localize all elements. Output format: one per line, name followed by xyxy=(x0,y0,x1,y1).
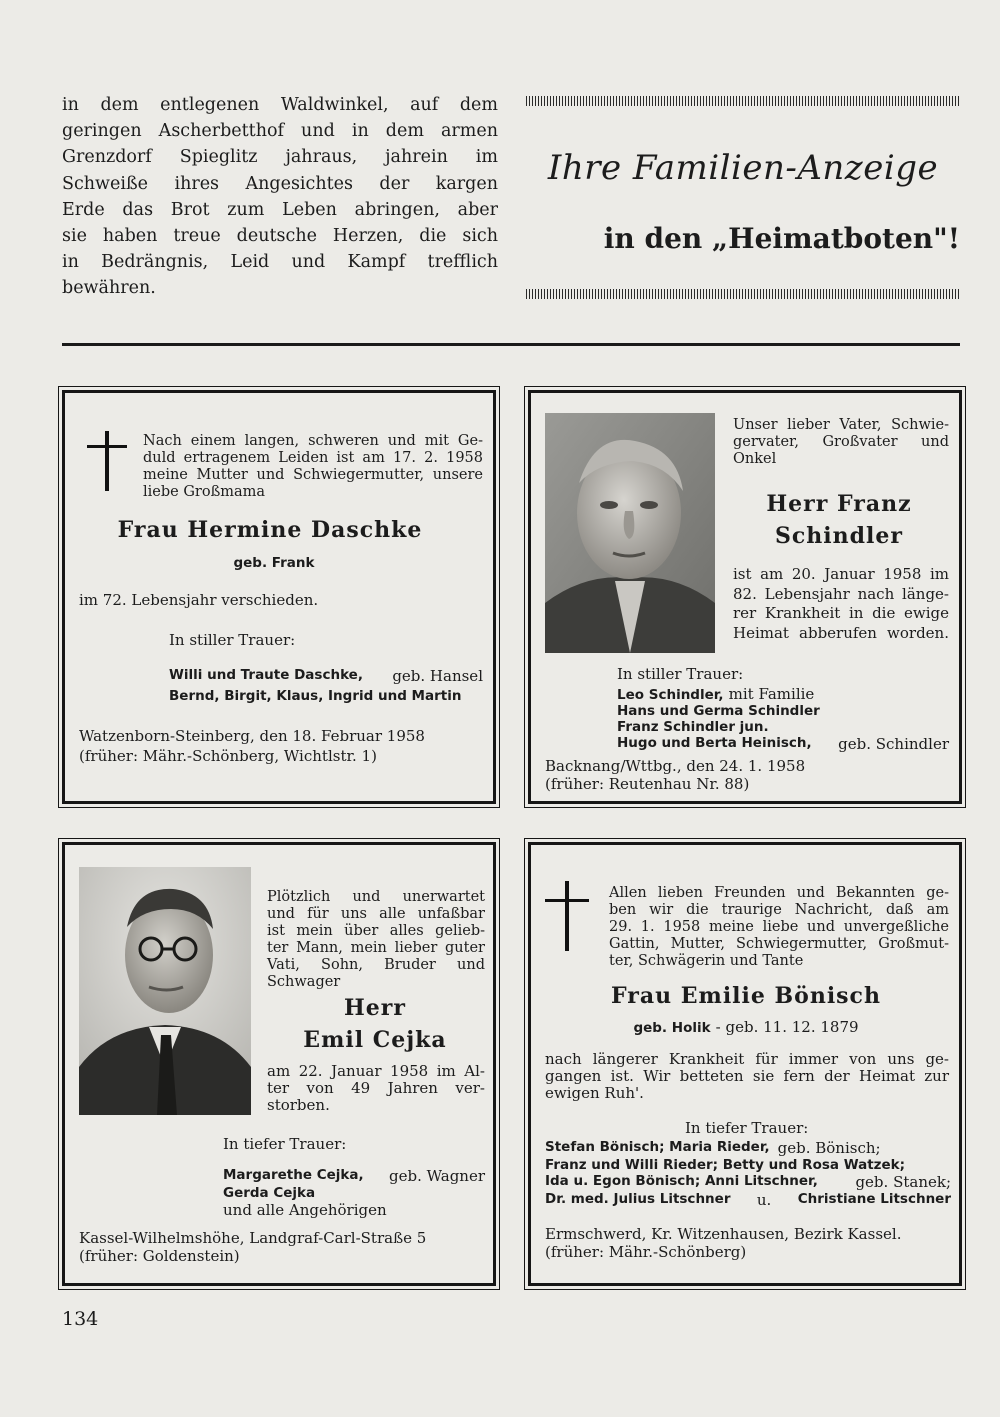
mourner: und alle Angehörigen xyxy=(223,1201,387,1219)
former-address: (früher: Mähr.-Schönberg, Wichtlstr. 1) xyxy=(79,747,377,765)
intro-line: bewähren. xyxy=(62,278,156,299)
deceased-surname: Schindler xyxy=(775,523,903,549)
former-address: (früher: Mähr.-Schönberg) xyxy=(545,1243,747,1261)
text-line: gangen ist. Wir betteten sie fern der Heimat zur xyxy=(545,1067,949,1085)
mourner-note: geb. Schindler xyxy=(838,735,949,753)
text-line: storben. xyxy=(267,1096,330,1114)
text-line: am 22. Januar 1958 im Al- xyxy=(267,1062,485,1080)
text-line: ter, Schwägerin und Tante xyxy=(609,953,804,969)
ad-hatch-top xyxy=(526,96,960,106)
text-line: 82. Lebensjahr nach länge- xyxy=(733,584,949,603)
daschke-intro xyxy=(143,433,483,501)
former-address: (früher: Reutenhau Nr. 88) xyxy=(545,775,750,793)
deceased-title: Herr xyxy=(344,995,406,1021)
page-number: 134 xyxy=(62,1308,99,1330)
text-line: nach längerer Krankheit für immer von uns ge- xyxy=(545,1050,949,1068)
intro-line: in dem entlegenen Waldwinkel, auf dem xyxy=(62,95,498,115)
mourner: Bernd, Birgit, Klaus, Ingrid und Martin xyxy=(169,688,462,704)
intro-paragraph xyxy=(62,92,498,302)
deceased-name: Frau Hermine Daschke xyxy=(117,517,423,543)
mourner-note: geb. Stanek; xyxy=(855,1173,951,1191)
intro-line: in Bedrängnis, Leid und Kampf trefflich xyxy=(62,252,498,273)
mourner: Leo Schindler, xyxy=(617,687,724,703)
age-line: im 72. Lebensjahr verschieden. xyxy=(79,591,319,609)
text-line: meine Mutter und Schwiegermutter, unsere xyxy=(143,467,483,483)
text-line: ist mein über alles gelieb- xyxy=(267,923,485,939)
text-line: gervater, Großvater und xyxy=(733,434,949,450)
intro-line: Erde das Brot zum Leben abringen, aber xyxy=(62,199,498,220)
text-line: Gattin, Mutter, Schwiegermutter, Großmut- xyxy=(609,936,949,952)
portrait-photo-icon xyxy=(79,867,251,1115)
birth-name: geb. Frank xyxy=(233,555,315,571)
mourning-heading: In tiefer Trauer: xyxy=(223,1135,347,1153)
intro-line: sie haben treue deutsche Herzen, die sich xyxy=(62,226,498,247)
intro-line: Schweiße ihres Angesichtes der kargen xyxy=(62,173,498,194)
place-date: Watzenborn-Steinberg, den 18. Februar 1958 xyxy=(79,727,425,745)
deceased-name: Frau Emilie Bönisch xyxy=(611,983,881,1009)
boenisch-intro xyxy=(609,885,949,970)
mourner: Christiane Litschner xyxy=(797,1191,951,1207)
obituary-cejka xyxy=(62,842,496,1286)
text-line: und für uns alle unfaßbar xyxy=(267,906,485,922)
portrait-cejka xyxy=(79,867,251,1115)
portrait-photo-icon xyxy=(545,413,715,653)
mourner-note: geb. Wagner xyxy=(389,1167,485,1185)
birth-date: - geb. 11. 12. 1879 xyxy=(715,1018,859,1036)
obituary-boenisch xyxy=(528,842,962,1286)
mourner-note: geb. Hansel xyxy=(392,667,483,685)
text-line: 29. 1. 1958 meine liebe und unvergeßliche xyxy=(609,919,949,935)
mourner: Willi und Traute Daschke, xyxy=(169,667,363,683)
intro-line: Grenzdorf Spieglitz jahraus, jahrein im xyxy=(62,147,498,168)
ad-main-heading: in den „Heimatboten"! xyxy=(603,222,960,255)
mourner: Hans und Germa Schindler xyxy=(617,703,820,719)
mourner: Gerda Cejka xyxy=(223,1185,316,1201)
place: Ermschwerd, Kr. Witzenhausen, Bezirk Kassel. xyxy=(545,1225,902,1243)
cross-icon xyxy=(87,431,127,491)
text-line: ist am 20. Januar 1958 im xyxy=(733,565,949,583)
text-line: duld ertragenem Leiden ist am 17. 2. 1958 xyxy=(143,450,483,466)
mourner-note: geb. Bönisch; xyxy=(777,1139,881,1157)
cejka-intro xyxy=(267,889,485,991)
ad-hatch-bottom xyxy=(526,289,960,299)
text-line: ben wir die traurige Nachricht, daß am xyxy=(609,902,949,918)
birth-info xyxy=(531,1017,961,1036)
text-line: Plötzlich und unerwartet xyxy=(267,889,485,905)
mourners-list xyxy=(617,685,949,753)
text-line: rer Krankheit in die ewige xyxy=(733,604,949,622)
birth-name: geb. Holik xyxy=(633,1020,711,1036)
mourner-note: u. xyxy=(756,1191,772,1209)
schindler-text xyxy=(733,565,949,643)
intro-line: geringen Ascherbetthof und in dem armen xyxy=(62,121,498,142)
cejka-text xyxy=(267,1063,485,1114)
mourners-list xyxy=(545,1139,951,1209)
text-line: ter von 49 Jahren ver- xyxy=(267,1079,485,1097)
obituary-daschke xyxy=(62,390,496,804)
mourner: Franz Schindler jun. xyxy=(617,719,769,735)
mourner: Ida u. Egon Bönisch; Anni Litschner, xyxy=(545,1173,818,1189)
mourner: Margarethe Cejka, xyxy=(223,1167,364,1183)
mourning-heading: In stiller Trauer: xyxy=(169,631,296,649)
place-date: Kassel-Wilhelmshöhe, Landgraf-Carl-Straße 5 xyxy=(79,1229,427,1247)
mourner: Stefan Bönisch; Maria Rieder, xyxy=(545,1139,770,1155)
text-line: Heimat abberufen worden. xyxy=(733,623,949,642)
mourners-list xyxy=(169,667,483,707)
text-line: Allen lieben Freunden und Bekannten ge- xyxy=(609,885,949,901)
deceased-name: Emil Cejka xyxy=(303,1027,447,1053)
mourning-heading: In tiefer Trauer: xyxy=(685,1119,809,1137)
boenisch-text xyxy=(545,1051,949,1102)
mourner: Franz und Willi Rieder; Betty und Rosa Watzek; xyxy=(545,1157,906,1173)
text-line: Onkel xyxy=(733,451,777,467)
schindler-intro xyxy=(733,417,949,468)
text-line: Unser lieber Vater, Schwie- xyxy=(733,417,949,433)
mourner-note: mit Familie xyxy=(728,685,815,703)
section-divider xyxy=(62,343,960,346)
ad-script-heading: Ihre Familien-Anzeige xyxy=(547,148,939,188)
text-line: Vati, Sohn, Bruder und xyxy=(267,957,485,973)
text-line: Schwager xyxy=(267,974,341,990)
cross-icon xyxy=(545,881,589,951)
obituary-schindler xyxy=(528,390,962,804)
place-date: Backnang/Wttbg., den 24. 1. 1958 xyxy=(545,757,806,775)
former-address: (früher: Goldenstein) xyxy=(79,1247,240,1265)
text-line: ter Mann, mein lieber guter xyxy=(267,940,485,956)
mourner: Dr. med. Julius Litschner xyxy=(545,1191,731,1207)
text-line: liebe Großmama xyxy=(143,484,266,500)
text-line: ewigen Ruh'. xyxy=(545,1084,644,1102)
text-line: Nach einem langen, schweren und mit Ge- xyxy=(143,433,483,449)
portrait-schindler xyxy=(545,413,715,653)
mourners-list xyxy=(223,1167,485,1219)
mourner: Hugo und Berta Heinisch, xyxy=(617,735,812,751)
mourning-heading: In stiller Trauer: xyxy=(617,665,744,683)
deceased-name: Herr Franz xyxy=(766,491,912,517)
